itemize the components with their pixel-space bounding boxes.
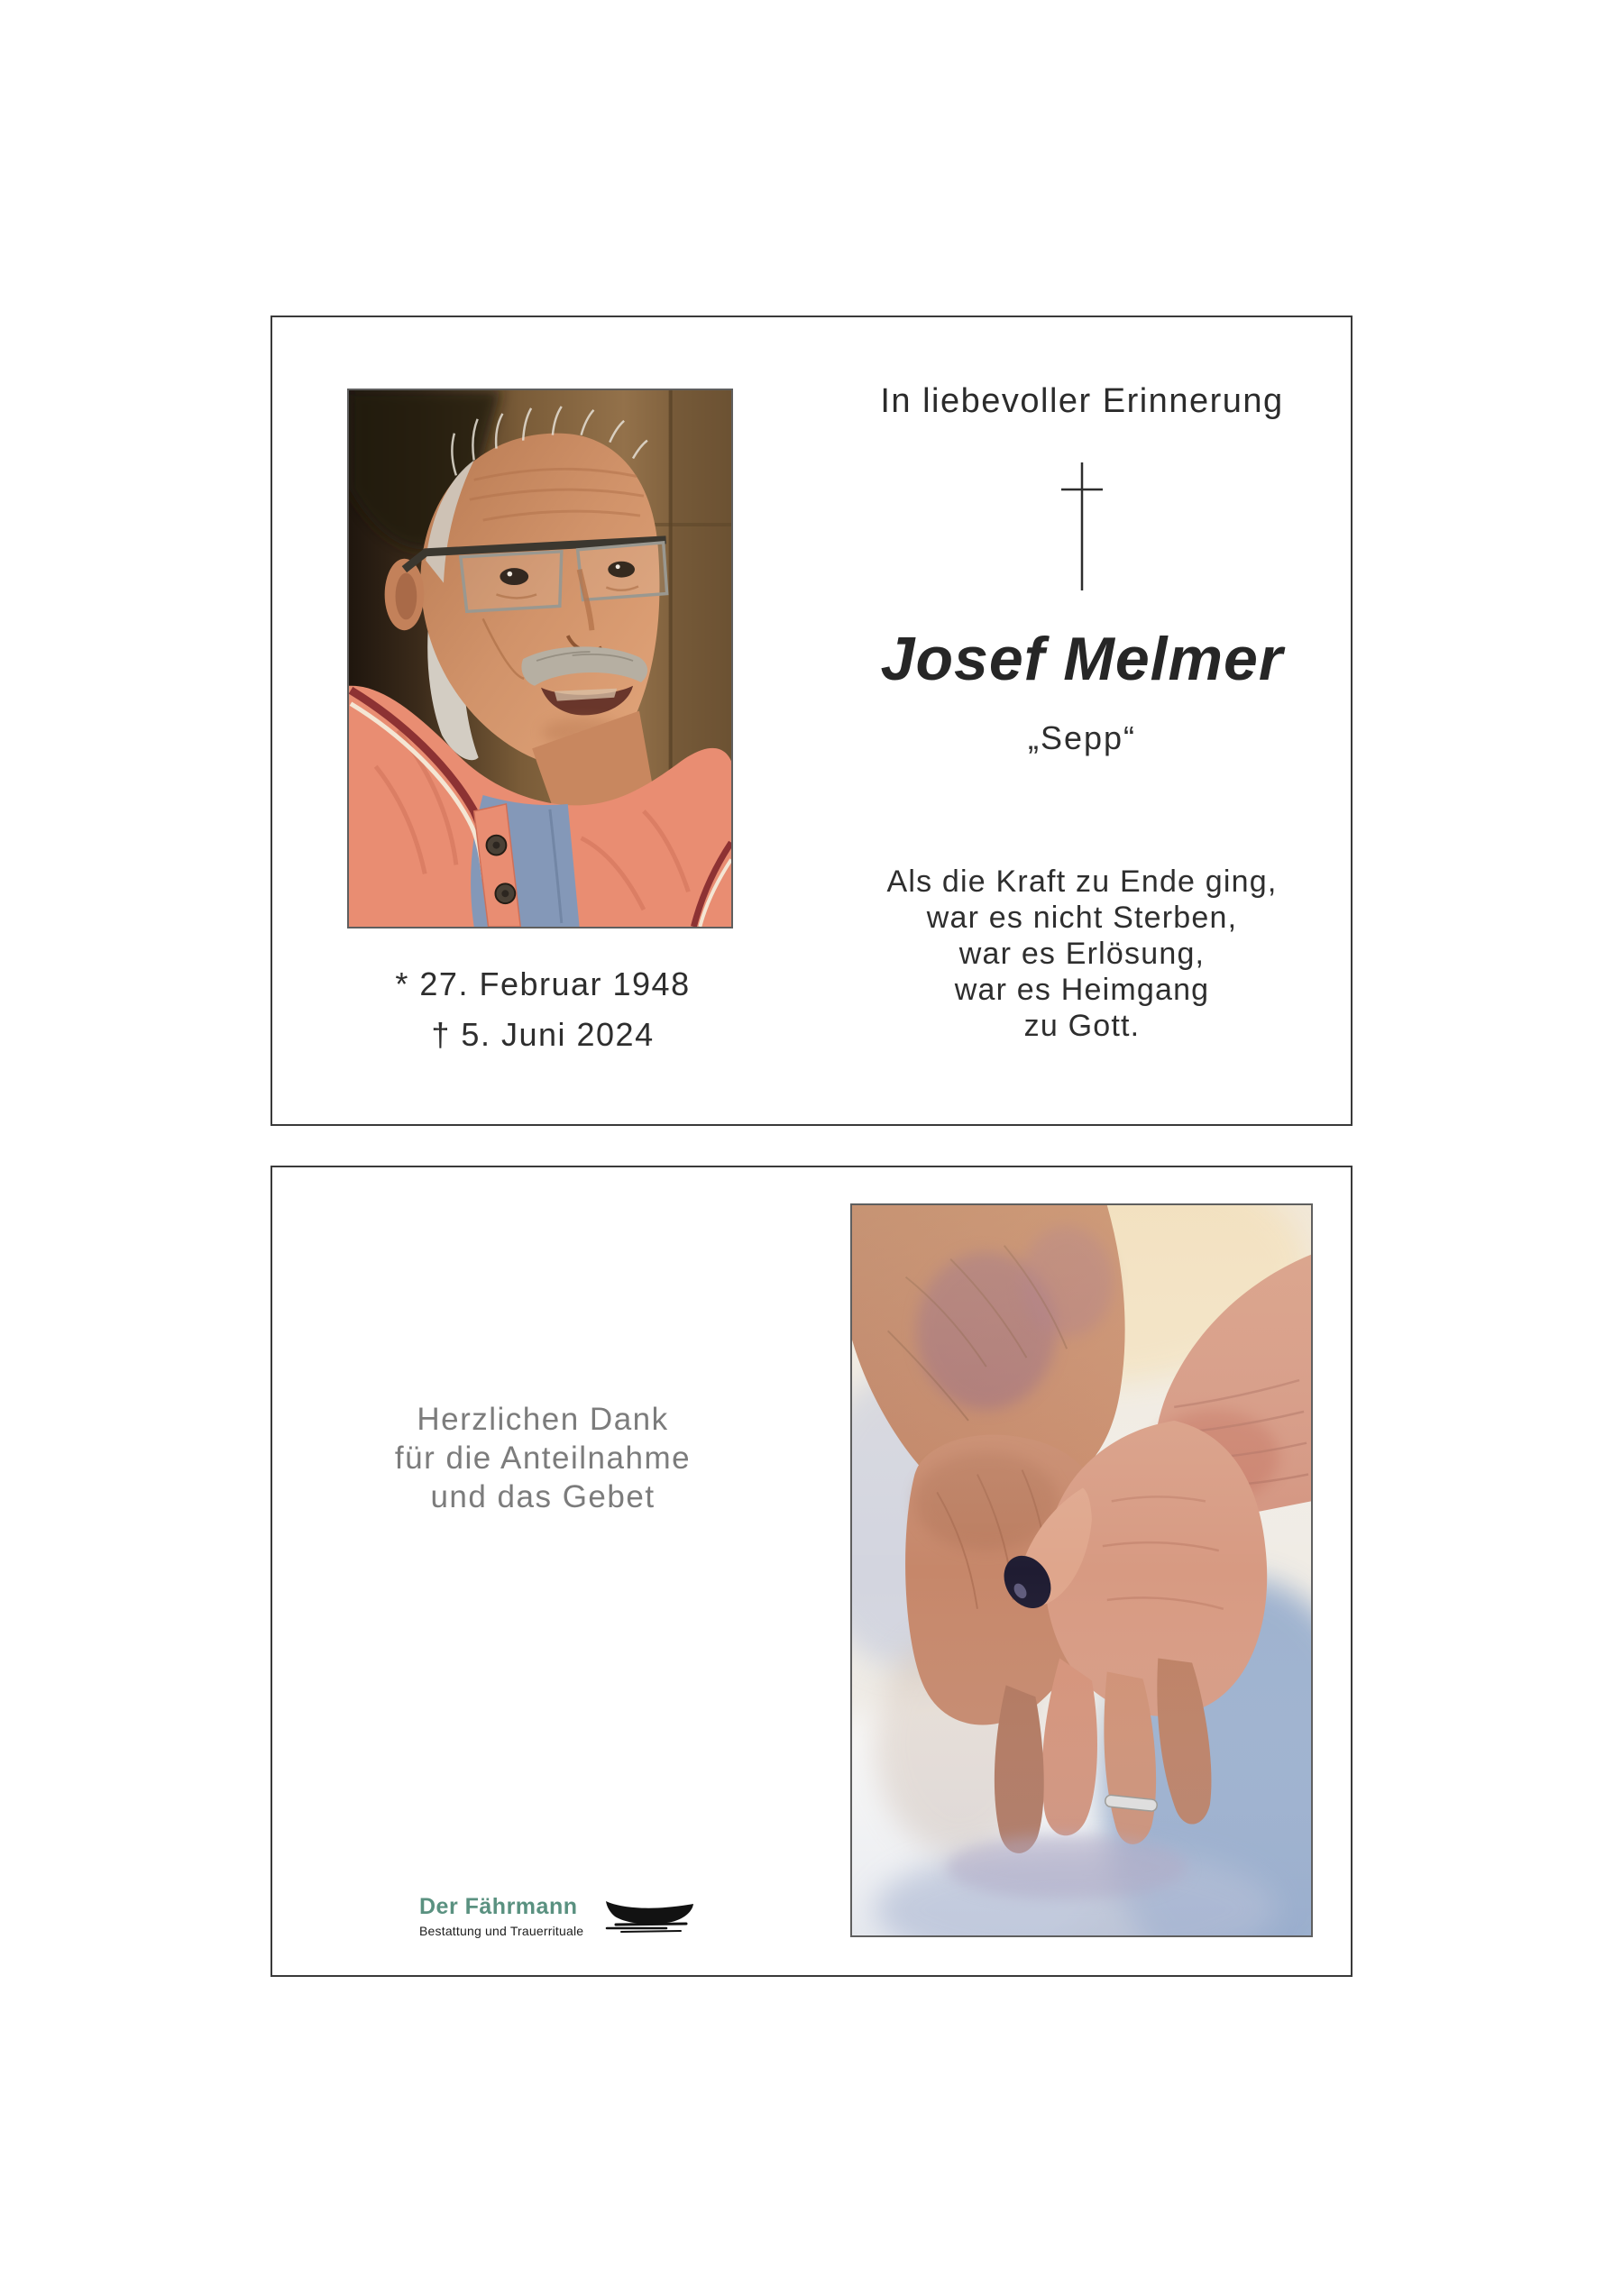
remembrance-header: In liebevoller Erinnerung — [880, 382, 1284, 420]
brand-name: Der Fährmann — [419, 1894, 578, 1919]
verse-line: Als die Kraft zu Ende ging, — [886, 864, 1278, 899]
verse-line: war es Heimgang — [954, 973, 1210, 1007]
front-text-column — [812, 317, 1352, 1124]
boat-icon — [603, 1899, 698, 1934]
memorial-verse — [812, 864, 1352, 1044]
brand-tagline: Bestattung und Trauerrituale — [419, 1924, 584, 1938]
death-date: † 5. Juni 2024 — [431, 1016, 655, 1053]
verse-line: zu Gott. — [1023, 1009, 1141, 1043]
thanks-message — [272, 1400, 813, 1516]
verse-line: war es Erlösung, — [958, 937, 1206, 971]
thanks-line: und das Gebet — [430, 1479, 656, 1514]
deceased-name: Josef Melmer — [880, 625, 1284, 693]
memorial-card-back — [270, 1166, 1352, 1977]
funeral-home-logo — [419, 1894, 698, 1938]
hands-photo-illustration — [852, 1205, 1311, 1935]
cross-icon — [812, 462, 1352, 590]
birth-date: * 27. Februar 1948 — [395, 965, 691, 1002]
portrait-photo — [347, 389, 733, 928]
thanks-line: Herzlichen Dank — [417, 1402, 669, 1437]
memorial-card-front — [270, 316, 1352, 1126]
portrait-photo-illustration — [349, 390, 731, 927]
logo-text — [419, 1894, 583, 1938]
nickname: „Sepp“ — [1027, 719, 1137, 756]
hands-photo — [850, 1203, 1313, 1937]
life-dates — [272, 959, 813, 1060]
verse-line: war es nicht Sterben, — [926, 901, 1238, 935]
thanks-line: für die Anteilnahme — [394, 1441, 692, 1476]
